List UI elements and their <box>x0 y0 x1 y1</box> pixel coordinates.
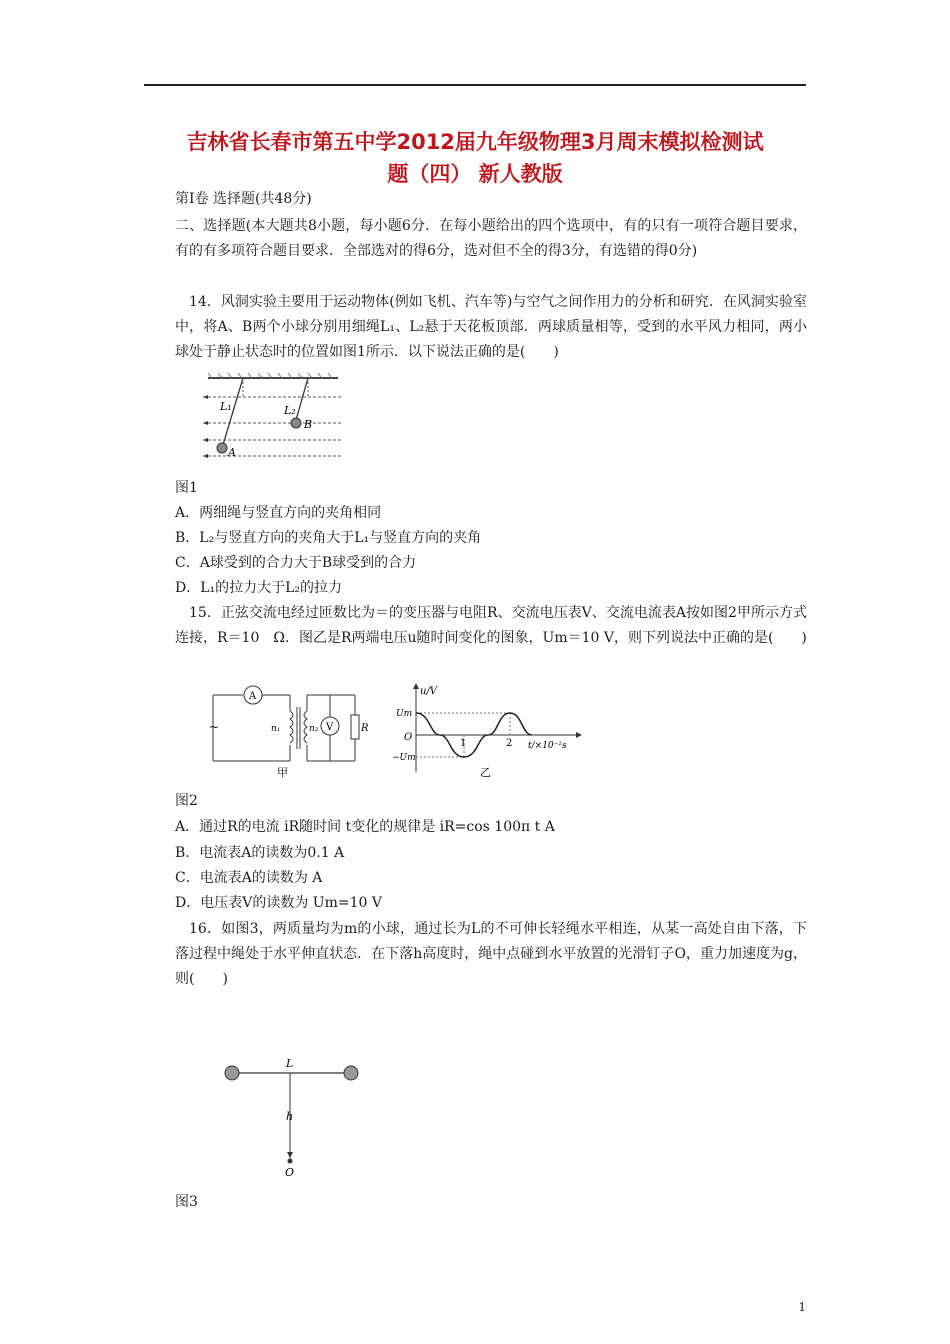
figure-2-neg-um-label: −Um <box>392 753 416 763</box>
question-14-option-d: D．L₁的拉力大于L₂的拉力 <box>175 580 343 596</box>
figure-2-yi-label: 乙 <box>480 766 491 779</box>
figure-3-label-h: h <box>286 1110 294 1123</box>
figure-3-label-o: O <box>285 1166 295 1179</box>
figure-2-voltage-graph <box>378 680 588 780</box>
figure-1-label-l1: L₁ <box>220 400 232 413</box>
figure-1-label-a: A <box>228 446 236 459</box>
figure-2-origin-label: O <box>404 732 413 743</box>
document-title-line2: 题（四） 新人教版 <box>387 162 563 186</box>
figure-2-voltmeter-label: V <box>326 722 334 733</box>
figure-2-y-axis-label: u/V <box>420 686 438 697</box>
figure-1-label-b: B <box>304 418 313 431</box>
question-15-option-b: B．电流表A的读数为0.1 A <box>175 845 345 861</box>
figure-2-tick-2: 2 <box>506 738 513 749</box>
page-number: 1 <box>798 1300 806 1314</box>
figure-1-label-l2: L₂ <box>284 404 296 417</box>
figure-2-ammeter-label: A <box>249 691 257 702</box>
section-instructions: 二、选择题(本大题共8小题，每小题6分．在每小题给出的四个选项中，有的只有一项符合题目要求，有的有多项符合题目要求．全部选对的得6分，选对但不全的得3分，有选错的得0分) <box>175 218 807 259</box>
question-15-stem: 15．正弦交流电经过匝数比为＝的变压器与电阻R、交流电压表V、交流电流表A按如图2甲所示方式连接，R＝10 Ω．图乙是R两端电压u随时间变化的图象，Um＝10 V，则下列说法中正确的是( ) <box>175 605 807 646</box>
figure-2-x-axis-label: t/×10⁻²s <box>528 741 567 751</box>
figure-1-pendulums <box>198 370 348 470</box>
question-16-stem: 16．如图3，两质量均为m的小球，通过长为L的不可伸长轻绳水平相连，从某一高处自由下落，下落过程中绳处于水平伸直状态．在下落h高度时，绳中点碰到水平放置的光滑钉子O，重力加速度为g，则( ) <box>175 921 807 987</box>
figure-2-circuit <box>205 683 369 779</box>
figure-1-caption: 图1 <box>175 480 198 496</box>
question-15-option-a: A．通过R的电流 iR随时间 t变化的规律是 iR=cos 100π t A <box>175 819 555 835</box>
question-14-stem: 14．风洞实验主要用于运动物体(例如飞机、汽车等)与空气之间作用力的分析和研究．在风洞实验室中，将A、B两个小球分别用细绳L₁、L₂悬于天花板顶部．两球质量相等，受到的水平风力相同，两小球处于静止状态时的位置如图1所示．以下说法正确的是( ) <box>175 294 807 360</box>
figure-2-tick-1: 1 <box>460 738 467 749</box>
figure-2-n2-label: n₂ <box>309 724 319 734</box>
figure-3-label-l: L <box>286 1057 294 1070</box>
figure-2-source-label: ~ <box>209 720 220 734</box>
question-14-option-b: B．L₂与竖直方向的夹角大于L₁与竖直方向的夹角 <box>175 530 482 546</box>
figure-2-caption: 图2 <box>175 793 198 809</box>
section-heading: 第Ⅰ卷 选择题(共48分) <box>175 191 312 207</box>
figure-2-um-label: Um <box>396 709 413 719</box>
question-14-option-c: C．A球受到的合力大于B球受到的合力 <box>175 555 417 571</box>
figure-2-n1-label: n₁ <box>271 724 281 734</box>
question-14-option-a: A．两细绳与竖直方向的夹角相同 <box>175 505 382 521</box>
figure-3-balls-and-peg <box>220 1020 370 1180</box>
document-title-line1: 吉林省长春市第五中学2012届九年级物理3月周末模拟检测试 <box>186 130 764 154</box>
figure-2-resistor-label: R <box>361 723 369 734</box>
header-rule <box>144 84 806 86</box>
figure-2-jia-label: 甲 <box>277 766 288 779</box>
question-15-option-c: C．电流表A的读数为 A <box>175 870 323 886</box>
question-15-option-d: D．电压表V的读数为 Um=10 V <box>175 895 382 911</box>
figure-3-caption: 图3 <box>175 1194 198 1210</box>
